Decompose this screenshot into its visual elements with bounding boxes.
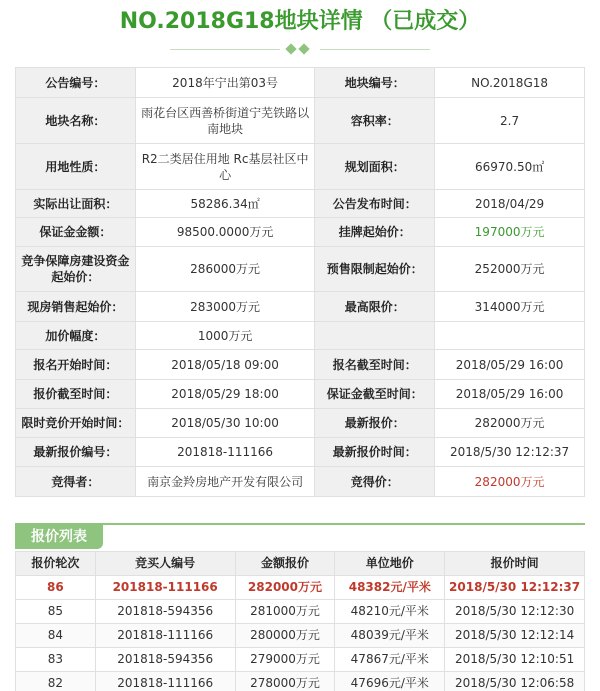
latest-bid-value: 282000万元 <box>435 409 585 438</box>
bid-amount: 282000万元 <box>235 576 335 600</box>
spot-sale-value: 283000万元 <box>135 292 315 322</box>
detail-row <box>16 98 585 144</box>
latest-bid-no-value: 201818-111166 <box>135 438 315 467</box>
starting-price-value: 197000万元 <box>435 218 585 247</box>
signup-start-label: 报名开始时间： <box>16 350 136 380</box>
bid-end-value: 2018/05/29 18:00 <box>135 380 315 409</box>
land-use-value: R2二类居住用地 Rc基层社区中心 <box>135 144 315 190</box>
presale-limit-label: 预售限制起始价： <box>315 247 435 292</box>
planned-area-value: 66970.50㎡ <box>435 144 585 190</box>
page-title: NO.2018G18地块详情 （已成交） <box>119 9 481 34</box>
detail-row <box>16 247 585 292</box>
announcement-no-value: 2018年宁出第03号 <box>135 68 315 98</box>
unit-price: 47696元/平米 <box>335 672 445 691</box>
bid-time: 2018/5/30 12:12:30 <box>445 600 585 624</box>
detail-row <box>16 190 585 218</box>
detail-row <box>16 350 585 380</box>
detail-row <box>16 409 585 438</box>
col-bidder-no: 竞买人编号 <box>95 552 235 576</box>
latest-bid-label: 最新报价： <box>315 409 435 438</box>
bid-round: 82 <box>16 672 96 691</box>
title-ornament <box>0 44 600 56</box>
latest-bid-time-value: 2018/5/30 12:12:37 <box>435 438 585 467</box>
empty-label <box>315 322 435 350</box>
unit-price: 48039元/平米 <box>335 624 445 648</box>
table-row <box>16 648 585 672</box>
bid-list-table <box>15 551 585 691</box>
housing-fund-value: 286000万元 <box>135 247 315 292</box>
deposit-end-value: 2018/05/29 16:00 <box>435 380 585 409</box>
col-bid-time: 报价时间 <box>445 552 585 576</box>
winning-price-value: 282000万元 <box>435 467 585 497</box>
table-row <box>16 624 585 648</box>
announcement-no-label: 公告编号： <box>16 68 136 98</box>
detail-row <box>16 380 585 409</box>
publish-date-value: 2018/04/29 <box>435 190 585 218</box>
max-price-value: 314000万元 <box>435 292 585 322</box>
table-row <box>16 672 585 691</box>
increment-value: 1000万元 <box>135 322 315 350</box>
bid-time: 2018/5/30 12:10:51 <box>445 648 585 672</box>
bid-amount: 278000万元 <box>235 672 335 691</box>
actual-area-value: 58286.34㎡ <box>135 190 315 218</box>
ornament-line-right <box>320 49 430 50</box>
bid-amount: 279000万元 <box>235 648 335 672</box>
housing-fund-label: 竞争保障房建设资金起始价： <box>16 247 136 292</box>
bid-end-label: 报价截至时间： <box>16 380 136 409</box>
plot-ratio-label: 容积率： <box>315 98 435 144</box>
latest-bid-time-label: 最新报价时间： <box>315 438 435 467</box>
parcel-no-label: 地块编号： <box>315 68 435 98</box>
ornament-diamond-icon <box>285 43 296 54</box>
bid-list-header-row <box>16 552 585 576</box>
actual-area-label: 实际出让面积： <box>16 190 136 218</box>
land-use-label: 用地性质： <box>16 144 136 190</box>
parcel-name-value: 雨花台区西善桥街道宁芜铁路以南地块 <box>135 98 315 144</box>
bid-list-header <box>15 523 585 549</box>
detail-row <box>16 467 585 497</box>
winner-label: 竞得者： <box>16 467 136 497</box>
bid-round: 83 <box>16 648 96 672</box>
parcel-name-label: 地块名称： <box>16 98 136 144</box>
publish-date-label: 公告发布时间： <box>315 190 435 218</box>
latest-bid-no-label: 最新报价编号： <box>16 438 136 467</box>
timed-bid-start-label: 限时竞价开始时间： <box>16 409 136 438</box>
bid-time: 2018/5/30 12:12:14 <box>445 624 585 648</box>
parcel-no-value: NO.2018G18 <box>435 68 585 98</box>
bid-time: 2018/5/30 12:12:37 <box>445 576 585 600</box>
bidder-no: 201818-594356 <box>95 648 235 672</box>
winning-price-label: 竞得价： <box>315 467 435 497</box>
max-price-label: 最高限价： <box>315 292 435 322</box>
detail-row <box>16 292 585 322</box>
bid-round: 86 <box>16 576 96 600</box>
increment-label: 加价幅度： <box>16 322 136 350</box>
empty-value <box>435 322 585 350</box>
bid-amount: 280000万元 <box>235 624 335 648</box>
deposit-end-label: 保证金截至时间： <box>315 380 435 409</box>
parcel-detail-table <box>15 67 585 497</box>
bid-round: 85 <box>16 600 96 624</box>
timed-bid-start-value: 2018/05/30 10:00 <box>135 409 315 438</box>
bidder-no: 201818-111166 <box>95 624 235 648</box>
unit-price: 48382元/平米 <box>335 576 445 600</box>
bid-round: 84 <box>16 624 96 648</box>
bid-amount: 281000万元 <box>235 600 335 624</box>
col-amount: 金额报价 <box>235 552 335 576</box>
bid-list-tab[interactable]: 报价列表 <box>15 525 103 549</box>
col-round: 报价轮次 <box>16 552 96 576</box>
signup-end-value: 2018/05/29 16:00 <box>435 350 585 380</box>
detail-row <box>16 218 585 247</box>
detail-row <box>16 438 585 467</box>
bidder-no: 201818-111166 <box>95 576 235 600</box>
planned-area-label: 规划面积： <box>315 144 435 190</box>
detail-row <box>16 144 585 190</box>
starting-price-label: 挂牌起始价： <box>315 218 435 247</box>
presale-limit-value: 252000万元 <box>435 247 585 292</box>
signup-end-label: 报名截至时间： <box>315 350 435 380</box>
bidder-no: 201818-594356 <box>95 600 235 624</box>
spot-sale-label: 现房销售起始价： <box>16 292 136 322</box>
detail-row <box>16 322 585 350</box>
table-row <box>16 576 585 600</box>
unit-price: 48210元/平米 <box>335 600 445 624</box>
ornament-line-left <box>170 49 280 50</box>
ornament-diamond-icon <box>298 43 309 54</box>
bidder-no: 201818-111166 <box>95 672 235 691</box>
col-unit-price: 单位地价 <box>335 552 445 576</box>
deposit-label: 保证金金额： <box>16 218 136 247</box>
detail-row <box>16 68 585 98</box>
winner-value: 南京金羚房地产开发有限公司 <box>135 467 315 497</box>
plot-ratio-value: 2.7 <box>435 98 585 144</box>
table-row <box>16 600 585 624</box>
unit-price: 47867元/平米 <box>335 648 445 672</box>
bid-time: 2018/5/30 12:06:58 <box>445 672 585 691</box>
signup-start-value: 2018/05/18 09:00 <box>135 350 315 380</box>
deposit-value: 98500.0000万元 <box>135 218 315 247</box>
